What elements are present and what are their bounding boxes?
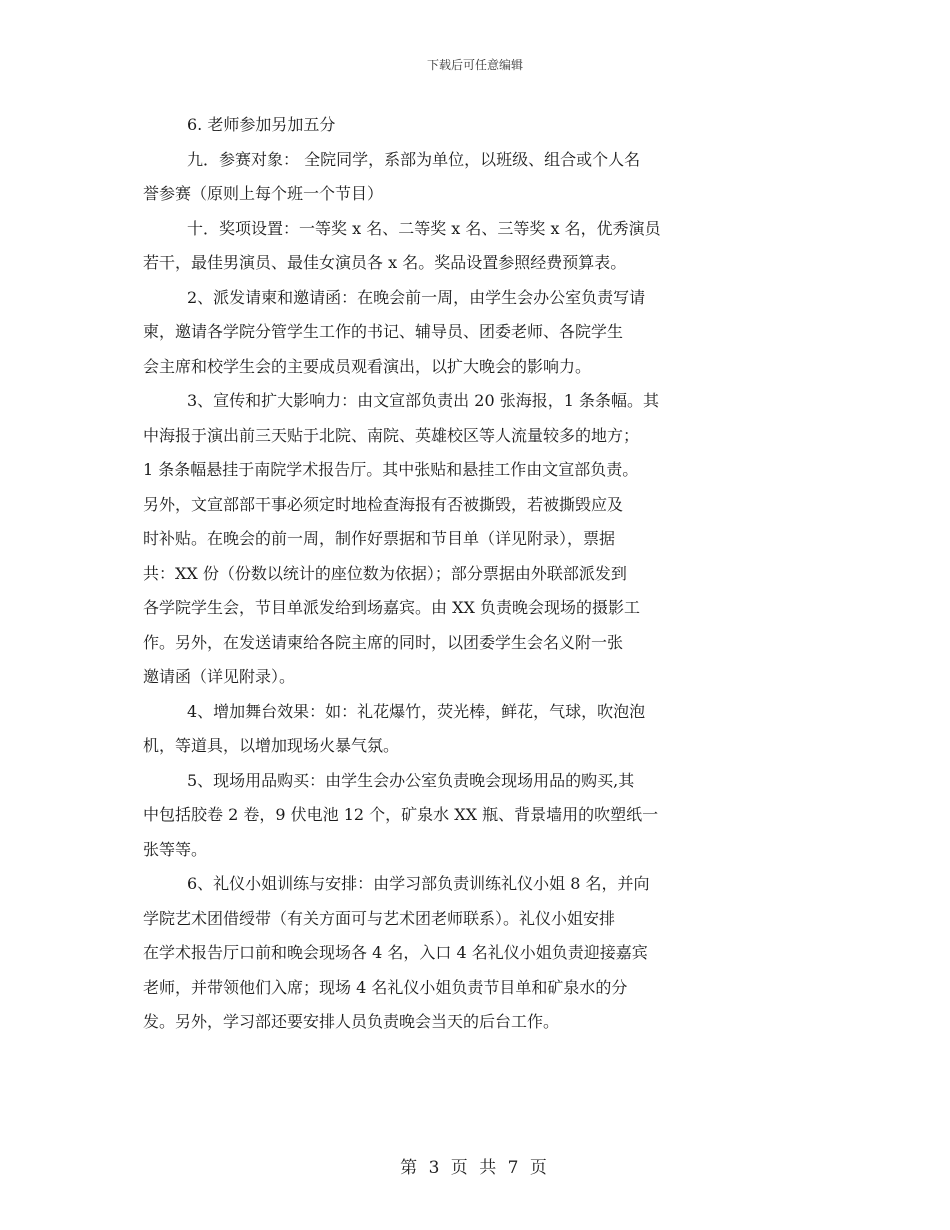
page-header: 下载后可任意编辑 bbox=[426, 58, 523, 72]
text-line: 若干，最佳男演员、最佳女演员各 x 名。奖品设置参照经费预算表。 bbox=[143, 253, 627, 272]
text-line: 中包括胶卷 2 卷，9 伏电池 12 个，矿泉水 XX 瓶、背景墙用的吹塑纸一 bbox=[143, 805, 659, 824]
text-line: 张等等。 bbox=[143, 839, 208, 859]
text-line: 作。另外，在发送请柬给各院主席的同时，以团委学生会名义附一张 bbox=[143, 632, 624, 652]
text-line: 共：XX 份（份数以统计的座位数为依据）；部分票据由外联部派发到 bbox=[143, 563, 627, 583]
text-line: 4、增加舞台效果：如：礼花爆竹，荧光棒，鲜花，气球，吹泡泡 bbox=[187, 701, 646, 721]
text-line: 在学术报告厅口前和晚会现场各 4 名，入口 4 名礼仪小姐负责迎接嘉宾 bbox=[143, 943, 648, 962]
text-line: 十．奖项设置：一等奖 x 名、二等奖 x 名、三等奖 x 名，优秀演员 bbox=[187, 218, 661, 238]
text-line: 6、礼仪小姐训练与安排：由学习部负责训练礼仪小姐 8 名，并向 bbox=[187, 874, 650, 893]
text-line: 5、现场用品购买：由学生会办公室负责晚会现场用品的购买,其 bbox=[187, 770, 635, 790]
text-line: 时补贴。在晚会的前一周，制作好票据和节目单（详见附录），票据 bbox=[143, 529, 616, 548]
text-line: 学院艺术团借绶带（有关方面可与艺术团老师联系）。礼仪小姐安排 bbox=[143, 908, 616, 928]
text-line: 邀请函（详见附录）。 bbox=[143, 667, 296, 686]
text-line: 机，等道具，以增加现场火暴气氛。 bbox=[143, 736, 400, 755]
document-body bbox=[143, 112, 813, 1044]
text-line: 九．参赛对象： 全院同学，系部为单位，以班级、组合或个人名 bbox=[187, 149, 641, 169]
text-line: 各学院学生会，节目单派发给到场嘉宾。由 XX 负责晚会现场的摄影工 bbox=[143, 598, 640, 617]
text-line: 柬，邀请各学院分管学生工作的书记、辅导员、团委老师、各院学生 bbox=[143, 322, 624, 341]
text-line: 1 条条幅悬挂于南院学术报告厅。其中张贴和悬挂工作由文宣部负责。 bbox=[143, 460, 639, 479]
text-line: 另外，文宣部部干事必须定时地检查海报有否被撕毁，若被撕毁应及 bbox=[143, 494, 624, 514]
text-line: 会主席和校学生会的主要成员观看演出，以扩大晚会的影响力。 bbox=[143, 356, 592, 376]
text-line: 中海报于演出前三天贴于北院、南院、英雄校区等人流量较多的地方； bbox=[143, 425, 640, 445]
text-line: 老师，并带领他们入席；现场 4 名礼仪小姐负责节目单和矿泉水的分 bbox=[143, 977, 628, 997]
page-number: 第 3 页 共 7 页 bbox=[400, 1158, 550, 1178]
text-line: 2、派发请柬和邀请函：在晚会前一周，由学生会办公室负责写请 bbox=[187, 287, 646, 307]
text-line: 6. 老师参加另加五分 bbox=[187, 115, 336, 134]
text-line: 誉参赛（原则上每个班一个节目） bbox=[143, 184, 384, 203]
text-line: 3、宣传和扩大影响力：由文宣部负责出 20 张海报，1 条条幅。其 bbox=[187, 391, 659, 410]
text-line: 发。另外，学习部还要安排人员负责晚会当天的后台工作。 bbox=[143, 1012, 560, 1031]
